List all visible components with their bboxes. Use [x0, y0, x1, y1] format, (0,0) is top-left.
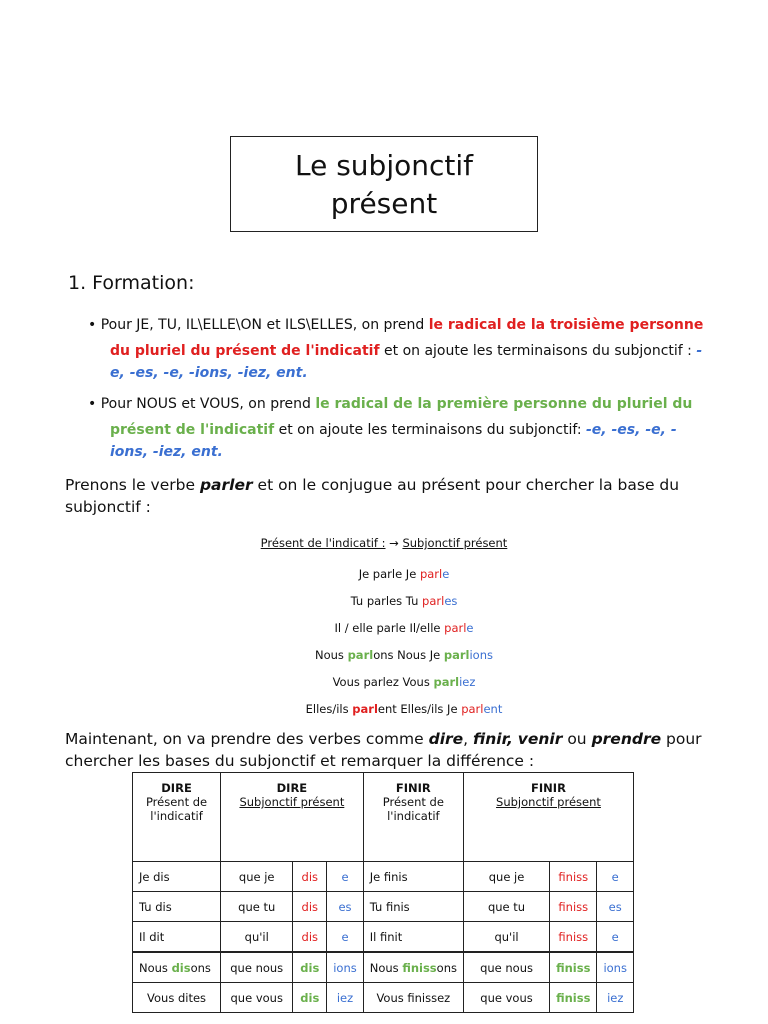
cell-que-2: qu'il	[463, 922, 549, 953]
para2-b: pour chercher les bases du subjonctif et remarquer la différence :	[65, 730, 702, 770]
header-c4-bold: FINIR	[531, 781, 566, 795]
cell-radical-2: finiss	[550, 862, 597, 892]
cell-indicatif-2: Je finis	[363, 862, 463, 892]
cell-ind-radical: dis	[171, 960, 191, 975]
cell-ending-2: es	[597, 892, 634, 922]
cell-indicatif-2: Tu finis	[363, 892, 463, 922]
cell-radical-2: finiss	[550, 922, 597, 953]
conj-l2-a: Tu parles Tu	[350, 594, 423, 608]
cell-ending-2: iez	[597, 983, 634, 1013]
arrow-icon: →	[385, 536, 403, 550]
bullet-2-endings-a: -e, -es, -e, -	[586, 422, 677, 438]
bullet-1-endings-b: e, -es, -e, -ions, -iez, ent.	[110, 365, 308, 381]
table-row	[133, 983, 634, 1013]
bullet-2	[88, 391, 716, 465]
para2-sep1: ,	[463, 730, 474, 748]
cell-indicatif: Tu dis	[133, 892, 221, 922]
bullet-1	[88, 312, 716, 386]
conj-l6-ending: ent	[483, 702, 503, 716]
cell-ending: iez	[327, 983, 364, 1013]
conj-l3-a: Il / elle parle Il/elle	[334, 621, 445, 635]
cell-radical: dis	[293, 862, 327, 892]
title-line-1: Le subjonctif	[294, 149, 473, 182]
cell-que-2: que je	[463, 862, 549, 892]
conj-l4-a: Nous	[315, 648, 348, 662]
cell-que: que nous	[221, 952, 293, 983]
conj-line-2	[0, 594, 768, 608]
conj-line-5	[0, 675, 768, 689]
para2-verb-finir: finir,	[473, 730, 513, 748]
para1-b: et on le conjugue au présent pour chercher la base du subjonctif :	[65, 476, 680, 516]
conjugation-table	[132, 772, 634, 1013]
conj-line-3	[0, 621, 768, 635]
para1-verb: parler	[199, 476, 253, 494]
conj-l3-radical: parl	[444, 621, 467, 635]
cell-ind2-b: ons	[436, 960, 457, 975]
header-c1-bold: DIRE	[161, 781, 192, 795]
cell-ending-2: e	[597, 922, 634, 953]
cell-que: que vous	[221, 983, 293, 1013]
header-c2-underline: Subjonctif présent	[239, 795, 345, 809]
conj-l6-radical-2: parl	[461, 702, 484, 716]
title-line-2: présent	[330, 187, 438, 220]
cell-que: qu'il	[221, 922, 293, 953]
cell-radical-2: finiss	[550, 952, 597, 983]
header-c3-rest: Présent de l'indicatif	[382, 795, 444, 823]
cell-que-2: que nous	[463, 952, 549, 983]
cell-que: que je	[221, 862, 293, 892]
cell-ending: e	[327, 922, 364, 953]
table-row	[133, 952, 634, 983]
conj-line-4	[0, 648, 768, 662]
cell-indicatif-2: Il finit	[363, 922, 463, 953]
header-c1-rest: Présent de l'indicatif	[145, 795, 208, 823]
conj-l6-a: Elles/ils	[305, 702, 353, 716]
bullet-1-endings-a: -	[696, 343, 703, 359]
header-dire-indicatif	[133, 773, 221, 862]
cell-radical-2: finiss	[550, 983, 597, 1013]
cell-radical-2: finiss	[550, 892, 597, 922]
conj-l2-ending: es	[444, 594, 458, 608]
cell-ending: ions	[327, 952, 364, 983]
cell-indicatif	[133, 952, 221, 983]
conj-l4-radical: parl	[347, 648, 374, 662]
cell-radical: dis	[293, 952, 327, 983]
cell-indicatif: Je dis	[133, 862, 221, 892]
cell-radical: dis	[293, 983, 327, 1013]
para2-verb-dire: dire	[428, 730, 464, 748]
conj-l4-ending: ions	[469, 648, 493, 662]
bullet-2-green-a: le radical de la première personne du pluriel du	[315, 396, 693, 412]
para2-a: Maintenant, on va prendre des verbes comme	[65, 730, 429, 748]
header-c4-underline: Subjonctif présent	[496, 795, 601, 809]
table-row	[133, 862, 634, 892]
cell-radical: dis	[293, 922, 327, 953]
bullet-1-red-b: du pluriel du présent de l'indicatif	[110, 343, 380, 359]
bullet-1-prefix: • Pour JE, TU, IL\ELLE\ON et ILS\ELLES, on prend	[88, 317, 429, 333]
cell-indicatif: Vous dites	[133, 983, 221, 1013]
cell-ind-a: Nous	[139, 960, 172, 975]
cell-indicatif-2: Vous finissez	[363, 983, 463, 1013]
conj-head-left: Présent de l'indicatif :	[260, 536, 386, 550]
cell-ind2-radical: finiss	[402, 960, 437, 975]
paragraph-verbs	[65, 728, 705, 772]
cell-que: que tu	[221, 892, 293, 922]
header-dire-subjonctif	[221, 773, 364, 862]
conj-l5-radical: parl	[433, 675, 460, 689]
conj-l1-radical: parl	[419, 567, 443, 581]
cell-indicatif-2	[363, 952, 463, 983]
header-c3-bold: FINIR	[395, 781, 431, 795]
conj-line-1	[0, 567, 768, 581]
header-finir-indicatif	[363, 773, 463, 862]
conj-l6-a2: ent Elles/ils Je	[377, 702, 462, 716]
conj-l5-ending: iez	[459, 675, 476, 689]
conj-l4-a2: ons Nous Je	[373, 648, 444, 662]
cell-indicatif: Il dit	[133, 922, 221, 953]
conj-line-6	[0, 702, 768, 716]
table-row	[133, 922, 634, 953]
cell-ind-b: ons	[190, 960, 211, 975]
bullet-2-middle: et on ajoute les terminaisons du subjonctif:	[274, 422, 586, 438]
conj-l2-radical: parl	[422, 594, 445, 608]
conj-l1-a: Je parle Je	[358, 567, 420, 581]
cell-que-2: que vous	[463, 983, 549, 1013]
bullet-1-red-a: le radical de la troisième personne	[428, 317, 704, 333]
paragraph-parler	[65, 474, 705, 518]
cell-ending: es	[327, 892, 364, 922]
bullet-2-prefix: • Pour NOUS et VOUS, on prend	[88, 396, 316, 412]
cell-radical: dis	[293, 892, 327, 922]
conj-head-right: Subjonctif présent	[402, 536, 508, 550]
table-row	[133, 892, 634, 922]
conjugation-heading	[0, 536, 768, 550]
section-heading: 1. Formation:	[68, 272, 195, 294]
header-c2-bold: DIRE	[276, 781, 308, 795]
para2-sep3: ou	[562, 730, 592, 748]
cell-ending-2: e	[597, 862, 634, 892]
bullet-1-middle: et on ajoute les terminaisons du subjonctif :	[379, 343, 697, 359]
cell-que-2: que tu	[463, 892, 549, 922]
para1-a: Prenons le verbe	[65, 476, 200, 494]
conj-l1-ending: e	[442, 567, 450, 581]
conj-l5-a: Vous parlez Vous	[332, 675, 434, 689]
para2-verb-prendre: prendre	[591, 730, 662, 748]
table-header-row	[133, 773, 634, 862]
conj-l4-radical-2: parl	[443, 648, 470, 662]
cell-ending-2: ions	[597, 952, 634, 983]
title-box	[230, 136, 538, 232]
cell-ending: e	[327, 862, 364, 892]
cell-ind2-a: Nous	[369, 960, 403, 975]
conj-l6-radical: parl	[352, 702, 378, 716]
para2-verb-venir: venir	[517, 730, 563, 748]
bullet-2-green-b: présent de l'indicatif	[110, 422, 275, 438]
conj-l3-ending: e	[466, 621, 474, 635]
bullet-2-endings-b: ions, -iez, ent.	[110, 444, 223, 460]
header-finir-subjonctif	[463, 773, 633, 862]
